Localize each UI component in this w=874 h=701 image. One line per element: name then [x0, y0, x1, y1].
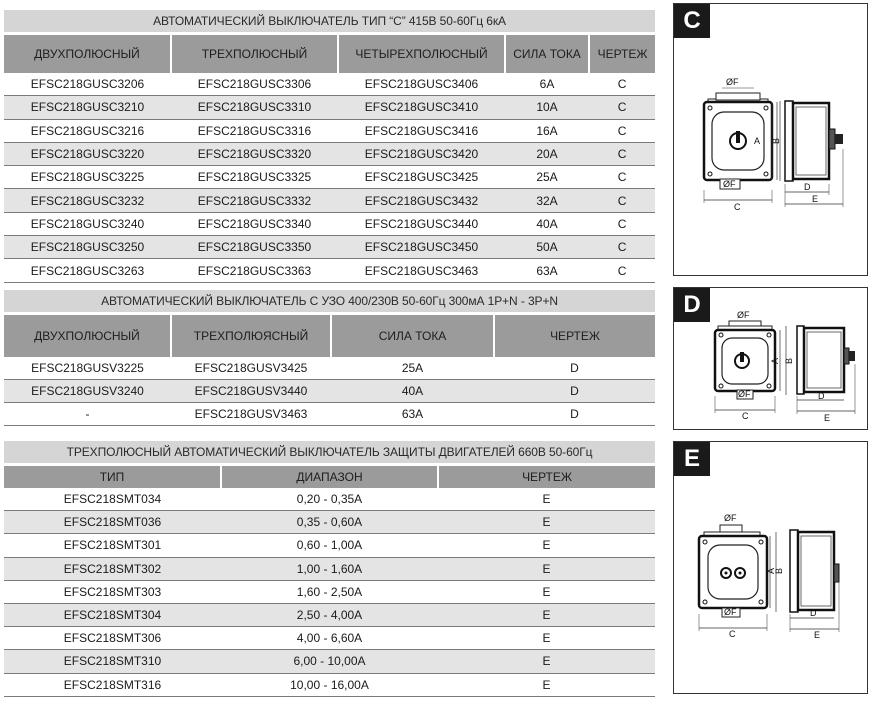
table-cell: E — [438, 650, 655, 673]
table-cell: EFSC218GUSC3406 — [338, 73, 505, 96]
table-cell: EFSC218GUSC3225 — [4, 166, 171, 189]
table-cell: EFSC218GUSC3206 — [4, 73, 171, 96]
table-cell: EFSC218GUSC3310 — [171, 96, 338, 119]
enclosure-drawing-c — [674, 4, 869, 277]
table-cell: 10A — [505, 96, 589, 119]
column-header: ЧЕТЫРЕХПОЛЮСНЫЙ — [338, 34, 505, 74]
column-header: ЧЕРТЕЖ — [438, 465, 655, 489]
table-row — [4, 119, 655, 142]
dim-label-a: A — [766, 567, 776, 574]
table-cell: EFSC218GUSC3320 — [171, 142, 338, 165]
table-cell: EFSC218GUSC3316 — [171, 119, 338, 142]
column-header: ДИАПАЗОН — [221, 465, 438, 489]
table-cell: E — [438, 603, 655, 626]
dim-label-d: D — [810, 608, 817, 618]
table-row — [4, 603, 655, 626]
table-cell: EFSC218GUSC3425 — [338, 166, 505, 189]
table-cell: 1,00 - 1,60A — [221, 557, 438, 580]
table-cell: 50A — [505, 236, 589, 259]
table-cell: EFSC218GUSC3210 — [4, 96, 171, 119]
table-row — [4, 403, 655, 426]
table-cell: D — [494, 403, 655, 426]
table-body — [4, 488, 655, 696]
table-row — [4, 534, 655, 557]
table-row — [4, 557, 655, 580]
drawing-letter: E — [674, 442, 710, 476]
table-cell: EFSC218GUSC3220 — [4, 142, 171, 165]
column-header: ТРЕХПОЛЮЯСНЫЙ — [171, 314, 331, 358]
table-cell: EFSC218GUSV3463 — [171, 403, 331, 426]
table-cell: 25A — [505, 166, 589, 189]
dim-label-c: C — [734, 202, 741, 212]
table-cell: 4,00 - 6,60A — [221, 627, 438, 650]
table-cell: E — [438, 511, 655, 534]
column-header: ДВУХПОЛЮСНЫЙ — [4, 314, 171, 358]
table-cell: EFSC218GUSC3332 — [171, 189, 338, 212]
dim-label-of-bottom: ØF — [738, 389, 751, 399]
table-cell: 6A — [505, 73, 589, 96]
table-row — [4, 189, 655, 212]
dim-label-c: C — [729, 629, 736, 639]
dim-label-e: E — [814, 630, 821, 640]
table-row — [4, 142, 655, 165]
table-cell: C — [589, 142, 655, 165]
table-row — [4, 236, 655, 259]
table-row — [4, 357, 655, 380]
dim-label-of-top: ØF — [724, 513, 737, 523]
table-cell: 63A — [505, 259, 589, 282]
column-header: СИЛА ТОКА — [331, 314, 494, 358]
dim-label-e: E — [824, 413, 831, 423]
dim-label-d: D — [818, 391, 825, 401]
table-cell: C — [589, 166, 655, 189]
dim-label-e: E — [812, 194, 819, 204]
table-cell: EFSC218SMT316 — [4, 673, 221, 696]
table-type-c — [4, 10, 655, 283]
table-row — [4, 96, 655, 119]
table-cell: EFSC218GUSC3306 — [171, 73, 338, 96]
table-title: АВТОМАТИЧЕСКИЙ ВЫКЛЮЧАТЕЛЬ ТИП “C” 415В 50-60Гц 6кА — [4, 10, 655, 34]
table-cell: EFSC218SMT302 — [4, 557, 221, 580]
table-cell: EFSC218SMT034 — [4, 488, 221, 511]
table-cell: EFSC218GUSC3420 — [338, 142, 505, 165]
table-cell: 32A — [505, 189, 589, 212]
table-cell: EFSC218SMT036 — [4, 511, 221, 534]
table-cell: E — [438, 673, 655, 696]
table-cell: C — [589, 73, 655, 96]
table-cell: E — [438, 488, 655, 511]
table-cell: 6,00 - 10,00A — [221, 650, 438, 673]
table-cell: EFSC218GUSC3340 — [171, 212, 338, 235]
column-header: СИЛА ТОКА — [505, 34, 589, 74]
table-cell: 20A — [505, 142, 589, 165]
table-cell: EFSC218SMT306 — [4, 627, 221, 650]
dim-label-of-bottom: ØF — [723, 179, 736, 189]
table-cell: EFSC218GUSC3250 — [4, 236, 171, 259]
table-title: ТРЕХПОЛЮСНЫЙ АВТОМАТИЧЕСКИЙ ВЫКЛЮЧАТЕЛЬ ЗАЩИТЫ ДВИГАТЕЛЕЙ 660В 50-60Гц — [4, 441, 655, 465]
table-cell: EFSC218SMT303 — [4, 580, 221, 603]
table-cell: EFSC218GUSV3440 — [171, 380, 331, 403]
table-row — [4, 166, 655, 189]
table-cell: EFSC218SMT301 — [4, 534, 221, 557]
table-cell: E — [438, 580, 655, 603]
table-cell: - — [4, 403, 171, 426]
dim-label-d: D — [804, 182, 811, 192]
table-row — [4, 380, 655, 403]
table-cell: E — [438, 627, 655, 650]
dim-label-c: C — [742, 411, 749, 421]
table-cell: EFSC218GUSV3240 — [4, 380, 171, 403]
table-cell: C — [589, 119, 655, 142]
table-cell: E — [438, 534, 655, 557]
drawing-panel-c — [673, 3, 868, 276]
dim-label-a: A — [770, 357, 780, 364]
table-cell: EFSC218GUSC3350 — [171, 236, 338, 259]
table-row — [4, 580, 655, 603]
table-cell: C — [589, 96, 655, 119]
table-row — [4, 259, 655, 282]
table-cell: 1,60 - 2,50A — [221, 580, 438, 603]
table-cell: EFSC218GUSC3463 — [338, 259, 505, 282]
table-body — [4, 357, 655, 426]
table-cell: EFSC218SMT310 — [4, 650, 221, 673]
table-cell: C — [589, 189, 655, 212]
table-cell: 25A — [331, 357, 494, 380]
table-cell: EFSC218GUSC3263 — [4, 259, 171, 282]
drawing-letter: C — [674, 4, 710, 38]
table-cell: 40A — [505, 212, 589, 235]
column-header: ТРЕХПОЛЮСНЫЙ — [171, 34, 338, 74]
table-row — [4, 511, 655, 534]
dim-label-b: B — [771, 137, 781, 144]
table-cell: 0,20 - 0,35A — [221, 488, 438, 511]
table-cell: D — [494, 357, 655, 380]
table-type-d — [4, 290, 655, 426]
table-cell: 16A — [505, 119, 589, 142]
table-cell: EFSC218GUSC3440 — [338, 212, 505, 235]
column-header: ТИП — [4, 465, 221, 489]
table-cell: 10,00 - 16,00A — [221, 673, 438, 696]
table-cell: 2,50 - 4,00A — [221, 603, 438, 626]
table-cell: EFSC218GUSC3432 — [338, 189, 505, 212]
table-cell: 40A — [331, 380, 494, 403]
table-cell: EFSC218GUSC3232 — [4, 189, 171, 212]
table-cell: 63A — [331, 403, 494, 426]
table-row — [4, 650, 655, 673]
table-cell: EFSC218GUSC3363 — [171, 259, 338, 282]
column-header: ДВУХПОЛЮСНЫЙ — [4, 34, 171, 74]
table-cell: D — [494, 380, 655, 403]
table-cell: EFSC218SMT304 — [4, 603, 221, 626]
table-cell: EFSC218GUSC3216 — [4, 119, 171, 142]
dim-label-b: B — [774, 567, 784, 574]
table-cell: 0,35 - 0,60A — [221, 511, 438, 534]
table-cell: C — [589, 259, 655, 282]
column-header: ЧЕРТЕЖ — [494, 314, 655, 358]
drawing-panel-d — [673, 287, 868, 430]
table-title: АВТОМАТИЧЕСКИЙ ВЫКЛЮЧАТЕЛЬ С УЗО 400/230В 50-60Гц 300мА 1Р+N - 3Р+N — [4, 290, 655, 314]
table-cell: C — [589, 212, 655, 235]
dim-label-of-top: ØF — [726, 77, 739, 87]
table-cell: EFSC218GUSV3425 — [171, 357, 331, 380]
table-cell: EFSC218GUSC3416 — [338, 119, 505, 142]
table-cell: EFSC218GUSC3240 — [4, 212, 171, 235]
dim-label-b: B — [784, 357, 794, 364]
table-row — [4, 673, 655, 696]
table-cell: EFSC218GUSC3410 — [338, 96, 505, 119]
column-header: ЧЕРТЕЖ — [589, 34, 655, 74]
drawing-letter: D — [674, 288, 710, 322]
dim-label-a: A — [754, 136, 761, 146]
dim-label-of-top: ØF — [737, 310, 750, 320]
dim-label-of-bottom: ØF — [724, 607, 737, 617]
table-body — [4, 73, 655, 282]
table-cell: C — [589, 236, 655, 259]
table-row — [4, 73, 655, 96]
table-cell: EFSC218GUSC3325 — [171, 166, 338, 189]
table-row — [4, 488, 655, 511]
drawing-panel-e — [673, 441, 868, 694]
enclosure-drawing-e — [674, 442, 869, 695]
table-cell: 0,60 - 1,00A — [221, 534, 438, 557]
table-cell: EFSC218GUSC3450 — [338, 236, 505, 259]
table-cell: EFSC218GUSV3225 — [4, 357, 171, 380]
table-cell: E — [438, 557, 655, 580]
table-row — [4, 627, 655, 650]
table-row — [4, 212, 655, 235]
table-type-e — [4, 441, 655, 697]
